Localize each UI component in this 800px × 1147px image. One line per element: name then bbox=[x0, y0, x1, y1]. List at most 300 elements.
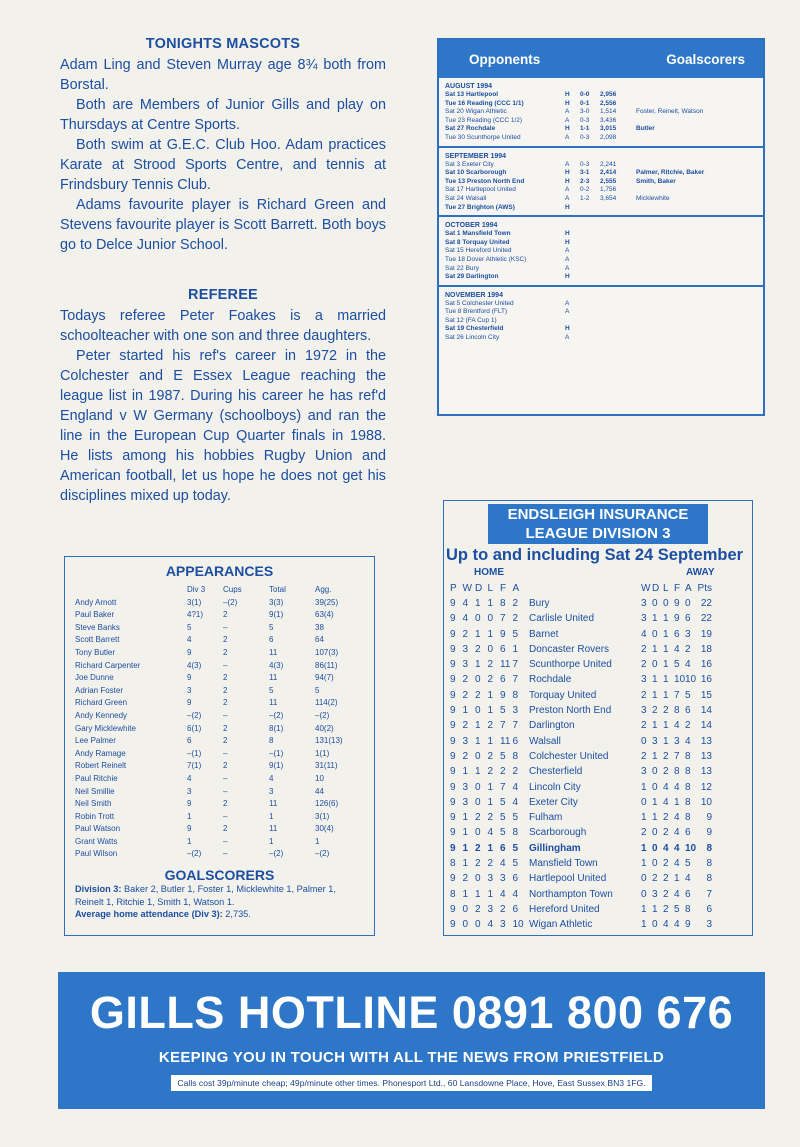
appearance-value: 2 bbox=[223, 824, 228, 834]
away-stat: 2 bbox=[652, 705, 658, 717]
appearance-value: –(1) bbox=[187, 748, 202, 758]
appearance-value: –(2) bbox=[315, 849, 330, 859]
home-stat: 2 bbox=[475, 858, 481, 870]
fixture-scorers bbox=[636, 334, 757, 343]
away-stat: 4 bbox=[663, 796, 669, 808]
team-name: Gillingham bbox=[529, 842, 581, 854]
home-stat: 2 bbox=[512, 613, 519, 625]
fixture-venue: H bbox=[565, 169, 570, 177]
player-name: Richard Green bbox=[75, 698, 128, 708]
away-stat: 1 bbox=[652, 720, 658, 732]
points: 15 bbox=[700, 689, 712, 701]
player-name: Neil Smith bbox=[75, 799, 112, 809]
points: 16 bbox=[700, 674, 712, 686]
team-name: Preston North End bbox=[529, 705, 612, 717]
home-stat: 9 bbox=[450, 842, 456, 854]
home-stat: 3 bbox=[500, 919, 506, 931]
referee-title: REFEREE bbox=[188, 287, 258, 303]
appearance-row bbox=[75, 660, 364, 673]
player-name: Lee Palmer bbox=[75, 736, 116, 746]
appearance-value: 9 bbox=[187, 673, 192, 683]
appearance-value: 9(1) bbox=[269, 610, 284, 620]
home-stat: 0 bbox=[475, 705, 481, 717]
home-stat: 8 bbox=[512, 750, 519, 762]
fixture-score: 2-3 bbox=[580, 177, 590, 185]
fixture-venue: A bbox=[565, 334, 570, 342]
away-stat: 2 bbox=[641, 827, 647, 839]
fixtures-month-title: NOVEMBER 1994 bbox=[445, 291, 503, 299]
team-name: Fulham bbox=[529, 812, 563, 824]
home-stat: 9 bbox=[500, 628, 506, 640]
home-stat: 1 bbox=[487, 796, 494, 808]
appearance-value: 94(7) bbox=[315, 673, 334, 683]
home-stat: 3 bbox=[462, 781, 469, 793]
points: 22 bbox=[700, 598, 712, 609]
away-stat: 4 bbox=[663, 781, 669, 793]
home-label: HOME bbox=[474, 567, 504, 578]
fixture-attendance bbox=[600, 300, 636, 309]
away-stat: 2 bbox=[663, 705, 669, 717]
fixture-venue: A bbox=[565, 116, 570, 124]
away-stat: 0 bbox=[652, 919, 658, 931]
fixture-row bbox=[445, 91, 757, 100]
points: 13 bbox=[700, 735, 712, 747]
league-column-header: L bbox=[663, 583, 669, 594]
fixture-score: 0-1 bbox=[580, 99, 590, 107]
home-stat: 1 bbox=[487, 705, 494, 717]
fixture-venue: H bbox=[565, 273, 570, 281]
fixture-scorers bbox=[636, 91, 757, 100]
points: 22 bbox=[700, 613, 712, 625]
away-stat: 4 bbox=[674, 919, 680, 931]
fixture-venue: A bbox=[565, 264, 570, 272]
fixture-attendance bbox=[600, 239, 636, 248]
appearances-column-header bbox=[75, 584, 171, 597]
away-stat: 9 bbox=[685, 919, 691, 931]
fixture-venue: A bbox=[565, 186, 570, 194]
home-stat: 1 bbox=[462, 827, 469, 839]
home-stat: 8 bbox=[512, 827, 519, 839]
home-stat: 0 bbox=[462, 919, 469, 931]
away-stat: 0 bbox=[652, 781, 658, 793]
fixture-row bbox=[445, 334, 757, 343]
home-stat: 2 bbox=[487, 659, 494, 671]
home-stat: 1 bbox=[462, 858, 469, 870]
fixture-row bbox=[445, 108, 757, 117]
away-stat: 4 bbox=[685, 873, 691, 885]
team-name: Darlington bbox=[529, 720, 575, 732]
points: 9 bbox=[706, 827, 712, 839]
away-stat: 0 bbox=[652, 659, 658, 671]
fixture-venue: A bbox=[565, 299, 570, 307]
team-name: Scarborough bbox=[529, 827, 587, 839]
home-stat: 5 bbox=[500, 812, 506, 824]
fixture-scorers: Palmer, Ritchie, Baker bbox=[636, 169, 705, 177]
points: 14 bbox=[700, 705, 712, 717]
appearance-row bbox=[75, 836, 364, 849]
appearance-row bbox=[75, 798, 364, 811]
appearance-value: – bbox=[223, 748, 228, 758]
home-stat: 5 bbox=[500, 705, 506, 717]
away-stat: 1 bbox=[674, 796, 680, 808]
away-stat: 5 bbox=[685, 689, 691, 701]
appearance-value: 6 bbox=[269, 635, 274, 645]
goalscorers-label: Division 3: bbox=[75, 884, 122, 895]
away-stat: 10 bbox=[674, 674, 686, 686]
fixture-attendance: 3,436 bbox=[600, 116, 617, 124]
away-stat: 9 bbox=[674, 613, 680, 625]
fixture-row bbox=[445, 161, 757, 170]
home-stat: 9 bbox=[450, 903, 456, 915]
fixtures-box bbox=[437, 38, 765, 416]
league-row bbox=[450, 596, 752, 611]
fixture-scorers bbox=[636, 186, 757, 195]
fixture-score bbox=[580, 265, 600, 274]
fixture-opponent: Sat 17 Hartlepool United bbox=[445, 186, 516, 194]
appearance-row bbox=[75, 786, 364, 799]
away-stat: 4 bbox=[674, 812, 680, 824]
appearance-value: 7(1) bbox=[187, 761, 202, 771]
home-stat: 1 bbox=[462, 705, 469, 717]
home-stat: 2 bbox=[475, 643, 481, 655]
referee-section bbox=[60, 287, 386, 506]
home-stat: 5 bbox=[500, 827, 506, 839]
league-row bbox=[450, 810, 752, 825]
appearance-value: 5 bbox=[269, 622, 274, 632]
fixture-venue: A bbox=[565, 308, 570, 316]
appearance-row bbox=[75, 597, 364, 610]
home-stat: 1 bbox=[462, 842, 469, 854]
fixture-row bbox=[445, 265, 757, 274]
fixture-attendance bbox=[600, 308, 636, 317]
home-stat: 9 bbox=[450, 735, 456, 747]
appearance-value: 2 bbox=[223, 635, 228, 645]
away-stat: 4 bbox=[674, 858, 680, 870]
fixture-row bbox=[445, 134, 757, 143]
appearance-value: 39(25) bbox=[315, 597, 339, 607]
away-stat: 4 bbox=[674, 643, 680, 655]
appearance-row bbox=[75, 609, 364, 622]
league-row bbox=[450, 734, 752, 749]
fixture-venue: H bbox=[565, 230, 570, 238]
points: 16 bbox=[700, 659, 712, 671]
fixture-venue: A bbox=[565, 108, 570, 116]
appearance-value: 40(2) bbox=[315, 723, 334, 733]
fixtures-month-title: SEPTEMBER 1994 bbox=[445, 152, 507, 160]
appearance-row bbox=[75, 672, 364, 685]
away-stat: 3 bbox=[652, 735, 658, 747]
home-stat: 2 bbox=[487, 858, 494, 870]
appearance-value: 5 bbox=[269, 685, 274, 695]
away-stat: 4 bbox=[674, 888, 680, 900]
fixture-attendance: 1,514 bbox=[600, 108, 617, 116]
appearance-value: –(2) bbox=[269, 849, 284, 859]
away-stat: 1 bbox=[663, 659, 669, 671]
appearance-value: – bbox=[223, 836, 228, 846]
home-stat: 1 bbox=[487, 781, 494, 793]
league-row bbox=[450, 718, 752, 733]
home-stat: 5 bbox=[512, 842, 519, 854]
appearance-value: 11 bbox=[269, 647, 278, 657]
goalscorers-heading: Goalscorers bbox=[666, 51, 745, 67]
league-banner bbox=[488, 504, 708, 544]
appearance-value: 63(4) bbox=[315, 610, 334, 620]
fixture-attendance: 2,555 bbox=[600, 177, 617, 185]
points: 8 bbox=[706, 858, 712, 870]
away-stat: 2 bbox=[663, 888, 669, 900]
appearance-value: – bbox=[223, 660, 228, 670]
away-stat: 8 bbox=[674, 705, 680, 717]
appearance-value: 1(1) bbox=[315, 748, 330, 758]
appearance-value: –(1) bbox=[269, 748, 284, 758]
appearance-row bbox=[75, 823, 364, 836]
fixture-scorers bbox=[636, 273, 757, 282]
away-stat: 2 bbox=[652, 873, 658, 885]
appearance-value: 30(4) bbox=[315, 824, 334, 834]
home-stat: 9 bbox=[450, 873, 456, 885]
away-stat: 0 bbox=[641, 888, 647, 900]
points: 8 bbox=[706, 873, 712, 885]
fixture-opponent: Sat 19 Chesterfield bbox=[445, 325, 504, 333]
fixture-score: 0-3 bbox=[580, 160, 590, 168]
fixture-opponent: Sat 1 Mansfield Town bbox=[445, 230, 511, 238]
home-stat: 6 bbox=[500, 842, 506, 854]
home-stat: 2 bbox=[462, 628, 469, 640]
attendance-value: 2,735. bbox=[225, 909, 251, 920]
fixture-score bbox=[580, 308, 600, 317]
hotline-title: GILLS HOTLINE 0891 800 676 bbox=[89, 987, 734, 1038]
appearance-value: 2 bbox=[223, 673, 228, 683]
appearance-value: – bbox=[223, 786, 228, 796]
home-stat: 8 bbox=[450, 888, 456, 900]
appearance-row bbox=[75, 710, 364, 723]
fixture-row bbox=[445, 169, 757, 178]
away-stat: 1 bbox=[663, 643, 669, 655]
away-stat: 2 bbox=[641, 659, 647, 671]
fixture-attendance: 2,556 bbox=[600, 99, 617, 107]
appearance-row bbox=[75, 723, 364, 736]
away-stat: 1 bbox=[652, 674, 658, 686]
fixture-attendance bbox=[600, 317, 636, 326]
league-column-header: W bbox=[462, 583, 472, 594]
away-stat: 1 bbox=[641, 781, 647, 793]
fixture-scorers bbox=[636, 239, 757, 248]
home-stat: 3 bbox=[487, 903, 494, 915]
league-table bbox=[450, 581, 752, 933]
points: 7 bbox=[706, 888, 712, 900]
player-name: Robert Reinelt bbox=[75, 761, 127, 771]
appearances-column-header: Cups bbox=[223, 585, 242, 594]
referee-paragraph: Todays referee Peter Foakes is a married schoolteacher with one son and three daughters. bbox=[60, 308, 386, 344]
appearance-row bbox=[75, 811, 364, 824]
home-stat: 9 bbox=[450, 750, 456, 762]
away-stat: 2 bbox=[663, 812, 669, 824]
home-stat: 6 bbox=[512, 903, 519, 915]
fixture-venue: A bbox=[565, 247, 570, 255]
points: 18 bbox=[700, 643, 712, 655]
team-name: Carlisle United bbox=[529, 613, 595, 625]
fixture-opponent: Sat 27 Rochdale bbox=[445, 125, 496, 133]
away-stat: 5 bbox=[674, 903, 680, 915]
home-stat: 2 bbox=[487, 766, 494, 778]
team-name: Hartlepool United bbox=[529, 873, 607, 885]
home-stat: 1 bbox=[462, 812, 469, 824]
fixture-row bbox=[445, 117, 757, 126]
player-name: Robin Trott bbox=[75, 811, 115, 821]
points: 10 bbox=[700, 796, 712, 808]
fixture-score: 3-0 bbox=[580, 108, 590, 116]
home-stat: 9 bbox=[450, 781, 456, 793]
appearance-value: –(2) bbox=[187, 710, 202, 720]
home-stat: 2 bbox=[512, 598, 519, 609]
away-stat: 0 bbox=[652, 628, 658, 640]
away-stat: 1 bbox=[652, 812, 658, 824]
team-name: Barnet bbox=[529, 628, 559, 640]
away-stat: 2 bbox=[663, 903, 669, 915]
away-stat: 4 bbox=[674, 781, 680, 793]
appearance-value: 31(11) bbox=[315, 761, 338, 771]
team-name: Wigan Athletic bbox=[529, 919, 593, 931]
fixture-venue: H bbox=[565, 203, 570, 211]
appearance-value: 9 bbox=[187, 799, 192, 809]
fixture-scorers bbox=[636, 300, 757, 309]
player-name: Paul Wilson bbox=[75, 849, 118, 859]
home-stat: 9 bbox=[450, 827, 456, 839]
league-row bbox=[450, 887, 752, 902]
appearance-value: 1 bbox=[269, 811, 274, 821]
appearance-value: 5 bbox=[187, 622, 192, 632]
fixture-opponent: Sat 26 Lincoln City bbox=[445, 334, 500, 342]
home-stat: 0 bbox=[475, 873, 481, 885]
home-stat: 1 bbox=[512, 643, 519, 655]
appearance-value: 2 bbox=[223, 698, 228, 708]
fixture-attendance: 2,414 bbox=[600, 169, 617, 177]
appearance-value: 2 bbox=[223, 761, 228, 771]
league-column-header: D bbox=[652, 583, 660, 594]
appearance-value: 3 bbox=[187, 685, 192, 695]
appearance-value: 3(3) bbox=[269, 597, 284, 607]
player-name: Adrian Foster bbox=[75, 685, 124, 695]
referee-paragraph: Peter started his ref's career in 1972 in the Colchester and E Essex League reaching the league list in 1987. During his career he has ref'd England v W Germany (schoolboys) and ran the line in the European Cup Quarter finals in 1988. He lists among his hobbies Rugby Union and American football, let us hope he does not get his disciplines mixed up today. bbox=[60, 348, 386, 504]
home-stat: 5 bbox=[512, 858, 519, 870]
fixture-opponent: Tue 18 Dover Athletic (KSC) bbox=[445, 255, 527, 263]
attendance-label: Average home attendance (Div 3): bbox=[75, 909, 223, 920]
league-row bbox=[450, 749, 752, 764]
player-name: Joe Dunne bbox=[75, 673, 114, 683]
fixture-scorers bbox=[636, 230, 757, 239]
away-stat: 8 bbox=[685, 766, 691, 778]
appearance-value: – bbox=[223, 773, 228, 783]
fixture-row bbox=[445, 195, 757, 204]
fixture-venue: A bbox=[565, 255, 570, 263]
points: 14 bbox=[700, 720, 712, 732]
home-stat: 9 bbox=[450, 812, 456, 824]
home-stat: 6 bbox=[500, 674, 506, 686]
appearance-value: 1 bbox=[315, 836, 320, 846]
home-stat: 2 bbox=[475, 903, 481, 915]
appearance-row bbox=[75, 647, 364, 660]
fixture-row bbox=[445, 300, 757, 309]
appearance-value: 8 bbox=[269, 736, 274, 746]
fixture-venue: A bbox=[565, 160, 570, 168]
league-row bbox=[450, 627, 752, 642]
away-stat: 0 bbox=[652, 842, 658, 854]
fixture-row bbox=[445, 230, 757, 239]
home-stat: 9 bbox=[450, 659, 456, 671]
fixture-scorers bbox=[636, 317, 757, 326]
mascots-paragraph: Both are Members of Junior Gills and play on Thursdays at Centre Sports. bbox=[60, 97, 386, 133]
away-stat: 10 bbox=[685, 842, 697, 854]
appearance-value: 2 bbox=[223, 685, 228, 695]
home-stat: 4 bbox=[462, 598, 469, 609]
fixture-attendance bbox=[600, 325, 636, 334]
home-stat: 9 bbox=[450, 919, 456, 931]
fixture-score bbox=[580, 325, 600, 334]
fixture-scorers: Micklewhite bbox=[636, 194, 670, 202]
away-stat: 4 bbox=[663, 842, 669, 854]
away-stat: 1 bbox=[641, 812, 647, 824]
home-stat: 2 bbox=[462, 720, 469, 732]
away-stat: 6 bbox=[685, 888, 691, 900]
fixture-row bbox=[445, 204, 757, 213]
league-row bbox=[450, 611, 752, 626]
appearances-box bbox=[64, 556, 375, 936]
away-stat: 1 bbox=[652, 903, 658, 915]
appearance-value: 38 bbox=[315, 622, 324, 632]
fixture-opponent: Sat 22 Bury bbox=[445, 264, 479, 272]
home-stat: 9 bbox=[450, 720, 456, 732]
team-name: Northampton Town bbox=[529, 888, 613, 900]
away-stat: 8 bbox=[685, 781, 691, 793]
mascots-paragraph: Adams favourite player is Richard Green and Stevens favourite player is Scott Barrett. Both boys go to Delce Junior School. bbox=[60, 197, 386, 253]
away-stat: 8 bbox=[685, 750, 691, 762]
fixture-scorers bbox=[636, 100, 757, 109]
away-stat: 0 bbox=[641, 735, 647, 747]
home-stat: 2 bbox=[500, 903, 506, 915]
home-stat: 0 bbox=[462, 903, 469, 915]
goalscorers-list: Baker 2, Butler 1, Foster 1, Micklewhite 1, Palmer 1, Reinelt 1, Ritchie 1, Smith 1, Watson 1. bbox=[75, 884, 336, 907]
appearance-value: 3 bbox=[187, 786, 192, 796]
fixture-scorers: Butler bbox=[636, 125, 655, 133]
home-stat: 1 bbox=[475, 735, 481, 747]
points: 9 bbox=[706, 812, 712, 824]
fixture-row bbox=[445, 125, 757, 134]
home-stat: 6 bbox=[500, 643, 506, 655]
home-stat: 1 bbox=[487, 689, 494, 701]
fixture-score bbox=[580, 239, 600, 248]
appearance-value: – bbox=[223, 849, 228, 859]
fixtures-header bbox=[439, 40, 763, 78]
home-stat: 11 bbox=[500, 659, 511, 671]
team-name: Scunthorpe United bbox=[529, 659, 612, 671]
fixture-score: 0-2 bbox=[580, 186, 590, 194]
appearance-value: 1 bbox=[187, 836, 192, 846]
home-stat: 4 bbox=[500, 858, 506, 870]
home-stat: 1 bbox=[475, 659, 481, 671]
away-stat: 3 bbox=[641, 613, 647, 625]
away-stat: 0 bbox=[663, 598, 669, 609]
fixture-attendance bbox=[600, 334, 636, 343]
away-stat: 2 bbox=[641, 750, 647, 762]
away-stat: 0 bbox=[641, 796, 647, 808]
appearance-value: 5 bbox=[315, 685, 320, 695]
away-stat: 1 bbox=[652, 643, 658, 655]
fixture-venue bbox=[565, 317, 580, 326]
appearance-value: 131(13) bbox=[315, 736, 343, 746]
fixture-venue: A bbox=[565, 194, 570, 202]
away-stat: 1 bbox=[641, 919, 647, 931]
player-name: Gary Micklewhite bbox=[75, 723, 136, 733]
